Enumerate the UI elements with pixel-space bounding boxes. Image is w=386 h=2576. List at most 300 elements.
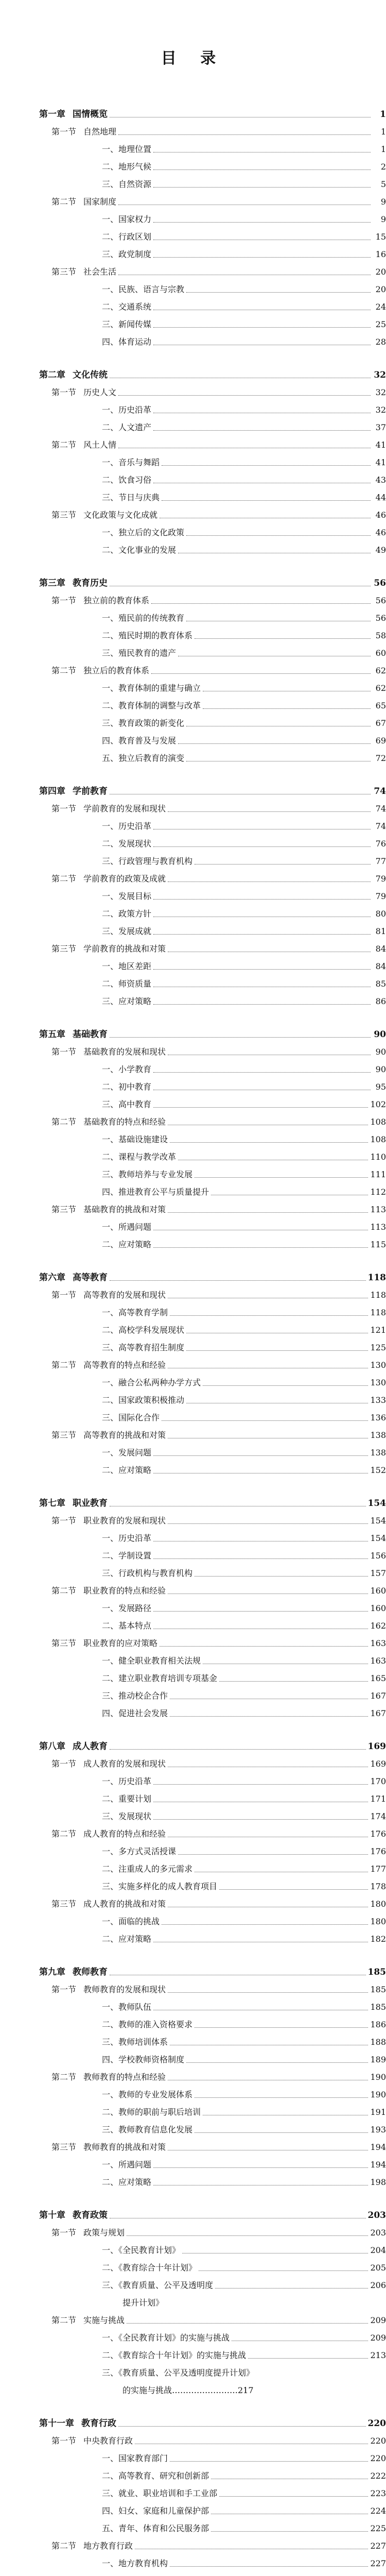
section-entry-label xyxy=(39,1637,157,1650)
subsection-entry[interactable] xyxy=(39,630,386,642)
section-entry[interactable] xyxy=(39,196,386,208)
page-number: 118 xyxy=(370,1290,386,1300)
chapter-entry[interactable] xyxy=(39,577,386,589)
page-number: 160 xyxy=(370,1603,386,1613)
page-number: 160 xyxy=(370,1586,386,1596)
leader-dots xyxy=(118,134,371,135)
subsection-entry[interactable] xyxy=(39,820,386,833)
subsection-entry[interactable] xyxy=(39,301,386,313)
subsection-entry[interactable] xyxy=(39,1880,386,1893)
subsection-entry[interactable] xyxy=(39,1186,386,1198)
subsection-entry-label xyxy=(102,1464,151,1477)
subsection-entry[interactable] xyxy=(39,527,386,539)
chapter-entry[interactable] xyxy=(39,108,386,121)
subsection-entry[interactable] xyxy=(39,474,386,486)
section-entry-label xyxy=(39,1585,166,1597)
subsection-title: 一、历史沿革 xyxy=(102,1533,152,1543)
subsection-entry[interactable] xyxy=(39,231,386,243)
page-number: 74 xyxy=(374,786,386,796)
section-entry[interactable] xyxy=(39,803,386,815)
subsection-title: 二、基本特点 xyxy=(102,1621,152,1631)
subsection-entry[interactable] xyxy=(39,612,386,624)
chapter-entry[interactable] xyxy=(39,2209,386,2222)
subsection-title: 三、就业、职业培训和手工业部 xyxy=(102,2488,218,2498)
leader-dots xyxy=(151,673,371,674)
page-number: 225 xyxy=(370,2523,386,2533)
section-number: 第一节 xyxy=(51,2228,77,2238)
subsection-title: 一、多方式灵活授课 xyxy=(102,1846,177,1856)
section-entry[interactable] xyxy=(39,1984,386,1996)
subsection-entry[interactable] xyxy=(39,2244,386,2257)
leader-dots xyxy=(153,222,371,223)
subsection-continuation xyxy=(39,2297,386,2309)
leader-dots xyxy=(153,327,371,328)
subsection-entry[interactable] xyxy=(39,1394,386,1406)
leader-dots xyxy=(153,1004,371,1005)
subsection-title: 三、国际化合作 xyxy=(102,1413,160,1422)
subsection-entry[interactable] xyxy=(39,1933,386,1945)
subsection-entry[interactable] xyxy=(39,1307,386,1319)
page-number: 222 xyxy=(370,2471,386,2481)
section-title: 教师教育的特点和经验 xyxy=(83,2072,166,2082)
subsection-entry[interactable] xyxy=(39,2106,386,2119)
subsection-title: 三、行政管理与教育机构 xyxy=(102,856,193,866)
subsection-entry[interactable] xyxy=(39,1550,386,1562)
subsection-title: 一、民族、语言与宗教 xyxy=(102,284,185,294)
chapter-entry[interactable] xyxy=(39,2417,386,2430)
subsection-entry[interactable] xyxy=(39,1168,386,1181)
page-number: 191 xyxy=(370,2107,386,2117)
subsection-continuation-text: 提升计划》 xyxy=(122,2298,164,2308)
subsection-entry-label xyxy=(102,1602,151,1615)
subsection-title: 二、教育体制的调整与改革 xyxy=(102,701,201,710)
subsection-entry-label xyxy=(102,1863,192,1875)
subsection-title: 二、应对策略 xyxy=(102,1465,152,1475)
leader-dots xyxy=(153,257,371,258)
subsection-entry[interactable] xyxy=(39,1098,386,1111)
page-number: 28 xyxy=(375,337,386,347)
subsection-title: 二、国家政策积极推动 xyxy=(102,1395,185,1405)
section-title: 职业教育的应对策略 xyxy=(83,1638,158,1648)
chapter-entry[interactable] xyxy=(39,369,386,381)
subsection-entry-label xyxy=(102,1168,192,1181)
section-entry[interactable] xyxy=(39,2227,386,2239)
subsection-title: 三、新闻传媒 xyxy=(102,319,152,329)
page-number: 167 xyxy=(370,1708,386,1718)
subsection-entry[interactable] xyxy=(39,2262,386,2274)
subsection-entry[interactable] xyxy=(39,1412,386,1424)
chapter-title: 成人教育 xyxy=(73,1741,108,1752)
section-entry[interactable] xyxy=(39,2435,386,2447)
subsection-entry[interactable] xyxy=(39,890,386,903)
subsection-entry-label xyxy=(102,1133,168,1146)
subsection-entry[interactable] xyxy=(39,752,386,765)
subsection-title: 一、历史沿革 xyxy=(102,1776,152,1786)
subsection-entry[interactable] xyxy=(39,2279,386,2292)
chapter-block xyxy=(39,1740,386,1945)
subsection-entry[interactable] xyxy=(39,456,386,469)
section-entry[interactable] xyxy=(39,1116,386,1128)
chapter-block xyxy=(39,369,386,556)
subsection-entry[interactable] xyxy=(39,978,386,990)
subsection-entry[interactable] xyxy=(39,925,386,938)
page-number: 209 xyxy=(370,2315,386,2325)
chapter-block xyxy=(39,2417,386,2576)
page-number: 136 xyxy=(370,1413,386,1422)
subsection-entry[interactable] xyxy=(39,248,386,261)
leader-dots xyxy=(178,1854,368,1855)
section-entry[interactable] xyxy=(39,943,386,955)
subsection-entry[interactable] xyxy=(39,2332,386,2344)
subsection-title: 一、历史沿革 xyxy=(102,405,152,415)
section-entry[interactable] xyxy=(39,1289,386,1301)
subsection-entry[interactable] xyxy=(39,2367,386,2379)
subsection-title: 四、教育普及与发展 xyxy=(102,736,177,745)
subsection-title: 一、所遇问题 xyxy=(102,1222,152,1232)
subsection-title: 三、行政机构与教育机构 xyxy=(102,1568,193,1578)
section-number: 第二节 xyxy=(51,1829,77,1839)
chapter-entry[interactable] xyxy=(39,1028,386,1041)
subsection-entry-label xyxy=(102,1412,160,1424)
leader-dots xyxy=(168,1212,368,1213)
subsection-entry[interactable] xyxy=(39,178,386,191)
subsection-entry-label xyxy=(102,1221,151,1233)
subsection-entry[interactable] xyxy=(39,2089,386,2101)
section-entry[interactable] xyxy=(39,1637,386,1650)
page-number: 163 xyxy=(370,1638,386,1648)
section-number: 第二节 xyxy=(51,2315,77,2325)
section-number: 第三节 xyxy=(51,944,77,954)
subsection-entry[interactable] xyxy=(39,143,386,156)
chapter-entry[interactable] xyxy=(39,785,386,798)
subsection-entry[interactable] xyxy=(39,647,386,659)
page-number: 1 xyxy=(380,144,386,154)
subsection-entry[interactable] xyxy=(39,1707,386,1720)
subsection-entry[interactable] xyxy=(39,1863,386,1875)
subsection-title: 四、推进教育公平与质量提升 xyxy=(102,1187,209,1197)
section-entry[interactable] xyxy=(39,1898,386,1910)
subsection-title: 一、历史沿革 xyxy=(102,821,152,831)
subsection-entry[interactable] xyxy=(39,544,386,556)
section-entry[interactable] xyxy=(39,386,386,399)
subsection-entry-label xyxy=(102,544,176,556)
subsection-entry[interactable] xyxy=(39,908,386,920)
chapter-title: 基础教育 xyxy=(73,1029,108,1040)
chapter-title: 高等教育 xyxy=(73,1273,108,1283)
section-entry-label xyxy=(39,1046,166,1058)
page-number: 25 xyxy=(375,319,386,329)
subsection-entry-label xyxy=(102,2522,209,2535)
page-number: 138 xyxy=(370,1430,386,1440)
subsection-entry[interactable] xyxy=(39,2557,386,2570)
page-number: 188 xyxy=(370,2037,386,2047)
subsection-entry-label xyxy=(102,1394,184,1406)
chapter-entry[interactable] xyxy=(39,1272,386,1284)
leader-dots xyxy=(203,1385,368,1386)
subsection-entry-label xyxy=(102,2124,192,2136)
page-number: 32 xyxy=(374,370,386,380)
page-number: 90 xyxy=(375,1047,386,1057)
subsection-entry[interactable] xyxy=(39,1793,386,1805)
subsection-entry-label xyxy=(102,1707,168,1720)
subsection-entry[interactable] xyxy=(39,404,386,416)
subsection-entry-label xyxy=(102,2036,168,2048)
page-number: 77 xyxy=(375,856,386,866)
page-number: 213 xyxy=(370,2350,386,2360)
subsection-title: 一、基础设施建设 xyxy=(102,1134,168,1144)
chapter-entry-label xyxy=(39,1966,108,1978)
leader-dots xyxy=(153,1247,368,1248)
leader-dots xyxy=(153,1072,371,1073)
subsection-entry[interactable] xyxy=(39,2176,386,2189)
subsection-entry-label xyxy=(102,2487,217,2500)
subsection-entry[interactable] xyxy=(39,1151,386,1163)
subsection-title: 二、教师的职前与职后培训 xyxy=(102,2107,201,2117)
section-title: 成人教育的挑战和对策 xyxy=(83,1899,166,1909)
section-entry-label xyxy=(39,1828,166,1840)
subsection-entry[interactable] xyxy=(39,2349,386,2362)
section-title: 教师教育的发展和现状 xyxy=(83,1985,166,1994)
section-entry[interactable] xyxy=(39,266,386,278)
subsection-entry[interactable] xyxy=(39,1081,386,1093)
section-entry-label xyxy=(39,665,149,677)
subsection-title: 二、殖民时期的教育体系 xyxy=(102,631,193,640)
subsection-title: 三、教师教育信息化发展 xyxy=(102,2125,193,2134)
subsection-entry[interactable] xyxy=(39,2522,386,2535)
subsection-entry-label xyxy=(102,1186,209,1198)
subsection-title: 二、交通系统 xyxy=(102,302,152,312)
subsection-title: 二、建立职业教育培训专项基金 xyxy=(102,1673,218,1683)
leader-dots xyxy=(127,2323,368,2324)
subsection-entry[interactable] xyxy=(39,336,386,348)
section-entry[interactable] xyxy=(39,2540,386,2552)
subsection-entry-label xyxy=(102,1845,176,1858)
page-number: 1 xyxy=(380,127,386,137)
subsection-entry-label xyxy=(102,1342,184,1354)
subsection-entry[interactable] xyxy=(39,492,386,504)
subsection-title: 一、发展问题 xyxy=(102,1448,152,1458)
subsection-entry-label xyxy=(102,2054,184,2066)
subsection-title: 一、地方教育机构 xyxy=(102,2558,168,2568)
subsection-entry-label xyxy=(102,735,176,747)
subsection-entry[interactable] xyxy=(39,2505,386,2517)
subsection-title: 三、高中教育 xyxy=(102,1099,152,1109)
section-entry[interactable] xyxy=(39,1585,386,1597)
chapter-entry[interactable] xyxy=(39,1497,386,1510)
section-number: 第一节 xyxy=(51,1759,77,1769)
page-number: 180 xyxy=(370,1917,386,1926)
subsection-entry-label xyxy=(102,1775,151,1788)
subsection-entry[interactable] xyxy=(39,1532,386,1545)
section-entry[interactable] xyxy=(39,1828,386,1840)
subsection-entry[interactable] xyxy=(39,1810,386,1823)
chapter-number: 第一章 xyxy=(39,109,65,120)
subsection-title: 一、教师的专业发展体系 xyxy=(102,2090,193,2099)
leader-dots xyxy=(170,1315,368,1316)
leader-dots xyxy=(153,187,371,188)
section-entry[interactable] xyxy=(39,1429,386,1442)
subsection-entry[interactable] xyxy=(39,2124,386,2136)
section-entry[interactable] xyxy=(39,1046,386,1058)
subsection-entry[interactable] xyxy=(39,318,386,331)
subsection-entry[interactable] xyxy=(39,1845,386,1858)
section-entry[interactable] xyxy=(39,126,386,138)
subsection-continuation xyxy=(39,2384,386,2397)
subsection-entry[interactable] xyxy=(39,2036,386,2048)
subsection-entry[interactable] xyxy=(39,1133,386,1146)
page-number: 44 xyxy=(375,493,386,502)
section-entry[interactable] xyxy=(39,665,386,677)
section-entry[interactable] xyxy=(39,873,386,885)
subsection-title: 二、饮食习俗 xyxy=(102,475,152,485)
page-number: 138 xyxy=(370,1448,386,1458)
section-title: 学前教育的发展和现状 xyxy=(83,804,166,814)
page-number: 204 xyxy=(370,2245,386,2255)
page-number: 154 xyxy=(370,1533,386,1543)
page-title: 目 录 xyxy=(161,49,225,67)
section-entry-label xyxy=(39,803,166,815)
page-number: 203 xyxy=(367,2210,386,2221)
subsection-entry[interactable] xyxy=(39,995,386,1008)
page-number: 227 xyxy=(370,2558,386,2568)
subsection-entry-label xyxy=(102,1550,151,1562)
section-number: 第二节 xyxy=(51,666,77,675)
subsection-entry[interactable] xyxy=(39,283,386,296)
subsection-title: 一、融合公私两种办学方式 xyxy=(102,1378,201,1387)
page-number: 154 xyxy=(370,1516,386,1526)
section-entry-label xyxy=(39,386,116,399)
page-number: 46 xyxy=(375,510,386,520)
section-entry[interactable] xyxy=(39,1758,386,1770)
section-entry-label xyxy=(39,1116,166,1128)
subsection-entry[interactable] xyxy=(39,855,386,868)
chapter-entry[interactable] xyxy=(39,1740,386,1753)
subsection-entry[interactable] xyxy=(39,2001,386,2013)
section-entry[interactable] xyxy=(39,439,386,451)
subsection-entry[interactable] xyxy=(39,1655,386,1667)
subsection-entry[interactable] xyxy=(39,1221,386,1233)
section-title: 国家制度 xyxy=(83,197,117,207)
subsection-entry[interactable] xyxy=(39,2487,386,2500)
subsection-entry[interactable] xyxy=(39,1063,386,1076)
subsection-entry[interactable] xyxy=(39,1324,386,1336)
subsection-entry[interactable] xyxy=(39,2159,386,2171)
chapter-title: 国情概览 xyxy=(73,109,108,120)
subsection-entry[interactable] xyxy=(39,1620,386,1632)
page-number: 223 xyxy=(370,2488,386,2498)
section-entry-label xyxy=(39,2071,166,2083)
page-number: 41 xyxy=(375,440,386,450)
subsection-entry-label xyxy=(102,2349,246,2362)
section-number: 第三节 xyxy=(51,1205,77,1214)
section-entry[interactable] xyxy=(39,2071,386,2083)
subsection-entry[interactable] xyxy=(39,1342,386,1354)
subsection-entry-label xyxy=(102,1793,151,1805)
page-number: 43 xyxy=(375,475,386,485)
subsection-entry[interactable] xyxy=(39,1602,386,1615)
subsection-entry[interactable] xyxy=(39,1672,386,1685)
chapter-title: 教师教育 xyxy=(73,1967,108,1977)
section-number: 第二节 xyxy=(51,2072,77,2082)
subsection-entry[interactable] xyxy=(39,2019,386,2031)
subsection-entry[interactable] xyxy=(39,1377,386,1389)
subsection-title: 四、学校教师资格制度 xyxy=(102,2055,185,2064)
section-entry[interactable] xyxy=(39,1204,386,1216)
subsection-entry[interactable] xyxy=(39,1239,386,1251)
page-number: 9 xyxy=(380,197,386,207)
subsection-entry-label xyxy=(102,1151,176,1163)
subsection-entry[interactable] xyxy=(39,960,386,973)
section-number: 第三节 xyxy=(51,2142,77,2152)
subsection-title: 二、学制设置 xyxy=(102,1551,152,1561)
subsection-title: 三、自然资源 xyxy=(102,179,152,189)
page-number: 79 xyxy=(375,874,386,884)
page-number: 190 xyxy=(370,2090,386,2099)
section-title: 职业教育的发展和现状 xyxy=(83,1516,166,1526)
subsection-entry[interactable] xyxy=(39,421,386,434)
section-entry[interactable] xyxy=(39,2314,386,2327)
section-entry-label xyxy=(39,1204,166,1216)
chapter-entry-label xyxy=(39,108,108,121)
subsection-entry[interactable] xyxy=(39,2054,386,2066)
subsection-entry[interactable] xyxy=(39,717,386,730)
page-number: 130 xyxy=(370,1360,386,1370)
page-number: 37 xyxy=(375,422,386,432)
page-number: 170 xyxy=(370,1776,386,1786)
page-number: 76 xyxy=(375,839,386,849)
subsection-entry[interactable] xyxy=(39,1690,386,1702)
subsection-entry[interactable] xyxy=(39,213,386,226)
leader-dots xyxy=(127,2235,368,2236)
subsection-entry[interactable] xyxy=(39,161,386,173)
leader-dots xyxy=(195,1177,368,1178)
subsection-entry[interactable] xyxy=(39,700,386,712)
subsection-entry[interactable] xyxy=(39,735,386,747)
leader-dots xyxy=(153,1107,368,1108)
subsection-entry[interactable] xyxy=(39,838,386,850)
section-title: 自然地理 xyxy=(83,127,117,137)
section-title: 成人教育的特点和经验 xyxy=(83,1829,166,1839)
subsection-entry[interactable] xyxy=(39,1775,386,1788)
chapter-entry[interactable] xyxy=(39,1966,386,1978)
subsection-entry[interactable] xyxy=(39,1567,386,1580)
chapter-entry-label xyxy=(39,1497,108,1510)
subsection-title: 三、教师培养与专业发展 xyxy=(102,1170,193,1179)
subsection-entry-label xyxy=(102,2089,192,2101)
section-entry[interactable] xyxy=(39,1359,386,1371)
subsection-entry-label xyxy=(102,960,151,973)
leader-dots xyxy=(162,1924,368,1925)
subsection-entry[interactable] xyxy=(39,1447,386,1459)
subsection-entry[interactable] xyxy=(39,1464,386,1477)
section-entry[interactable] xyxy=(39,595,386,607)
chapter-number: 第六章 xyxy=(39,1273,65,1283)
section-number: 第一节 xyxy=(51,804,77,814)
leader-dots xyxy=(153,934,371,935)
section-entry[interactable] xyxy=(39,509,386,521)
page-number: 194 xyxy=(370,2160,386,2170)
section-entry[interactable] xyxy=(39,1515,386,1527)
page-number: 169 xyxy=(367,1741,386,1752)
subsection-entry[interactable] xyxy=(39,682,386,694)
subsection-entry[interactable] xyxy=(39,1916,386,1928)
subsection-entry[interactable] xyxy=(39,2470,386,2482)
chapter-title: 职业教育 xyxy=(73,1498,108,1509)
subsection-entry[interactable] xyxy=(39,2452,386,2465)
section-entry[interactable] xyxy=(39,2141,386,2154)
page-number: 176 xyxy=(370,1829,386,1839)
leader-dots xyxy=(195,2097,368,2098)
